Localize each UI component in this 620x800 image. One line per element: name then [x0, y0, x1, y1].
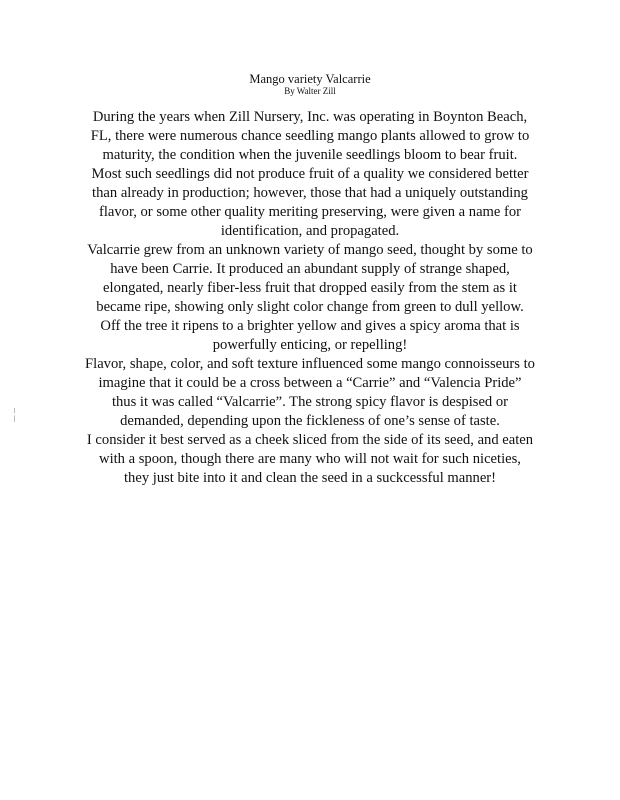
- body-line: demanded, depending upon the fickleness of one’s sense of taste.: [120, 413, 500, 429]
- body-line: they just bite into it and clean the seed in a suckcessful manner!: [123, 470, 497, 486]
- body-line: Most such seedlings did not produce fruit of a quality we considered better: [91, 166, 529, 182]
- body-line: flavor, or some other quality meriting preserving, were given a name for: [98, 204, 522, 220]
- body-line: powerfully enticing, or repelling!: [212, 337, 408, 353]
- body-line: During the years when Zill Nursery, Inc. was operating in Boynton Beach,: [92, 109, 528, 125]
- body-line: I consider it best served as a cheek sliced from the side of its seed, and eaten: [86, 432, 534, 448]
- document-byline: By Walter Zill: [284, 86, 336, 96]
- body-line: maturity, the condition when the juvenile seedlings bloom to bear fruit.: [102, 147, 518, 163]
- body-line: have been Carrie. It produced an abundant supply of strange shaped,: [110, 261, 510, 277]
- body-line: with a spoon, though there are many who will not wait for such niceties,: [99, 451, 521, 467]
- scan-artifact-mark: [14, 408, 15, 422]
- body-line: Off the tree it ripens to a brighter yellow and gives a spicy aroma that is: [100, 318, 520, 334]
- body-line: elongated, nearly fiber-less fruit that dropped easily from the stem as it: [103, 280, 517, 296]
- body-line: Valcarrie grew from an unknown variety of mango seed, thought by some to: [87, 242, 533, 258]
- document-body: [70, 108, 550, 488]
- body-line: thus it was called “Valcarrie”. The strong spicy flavor is despised or: [111, 394, 509, 410]
- body-line: Flavor, shape, color, and soft texture influenced some mango connoisseurs to: [85, 356, 535, 372]
- body-line: identification, and propagated.: [220, 223, 400, 239]
- body-line: imagine that it could be a cross between a “Carrie” and “Valencia Pride”: [98, 375, 522, 391]
- body-line: FL, there were numerous chance seedling mango plants allowed to grow to: [90, 128, 530, 144]
- body-line: became ripe, showing only slight color change from green to dull yellow.: [96, 299, 524, 315]
- document-title: Mango variety Valcarrie: [249, 72, 371, 86]
- body-line: than already in production; however, those that had a uniquely outstanding: [92, 185, 528, 201]
